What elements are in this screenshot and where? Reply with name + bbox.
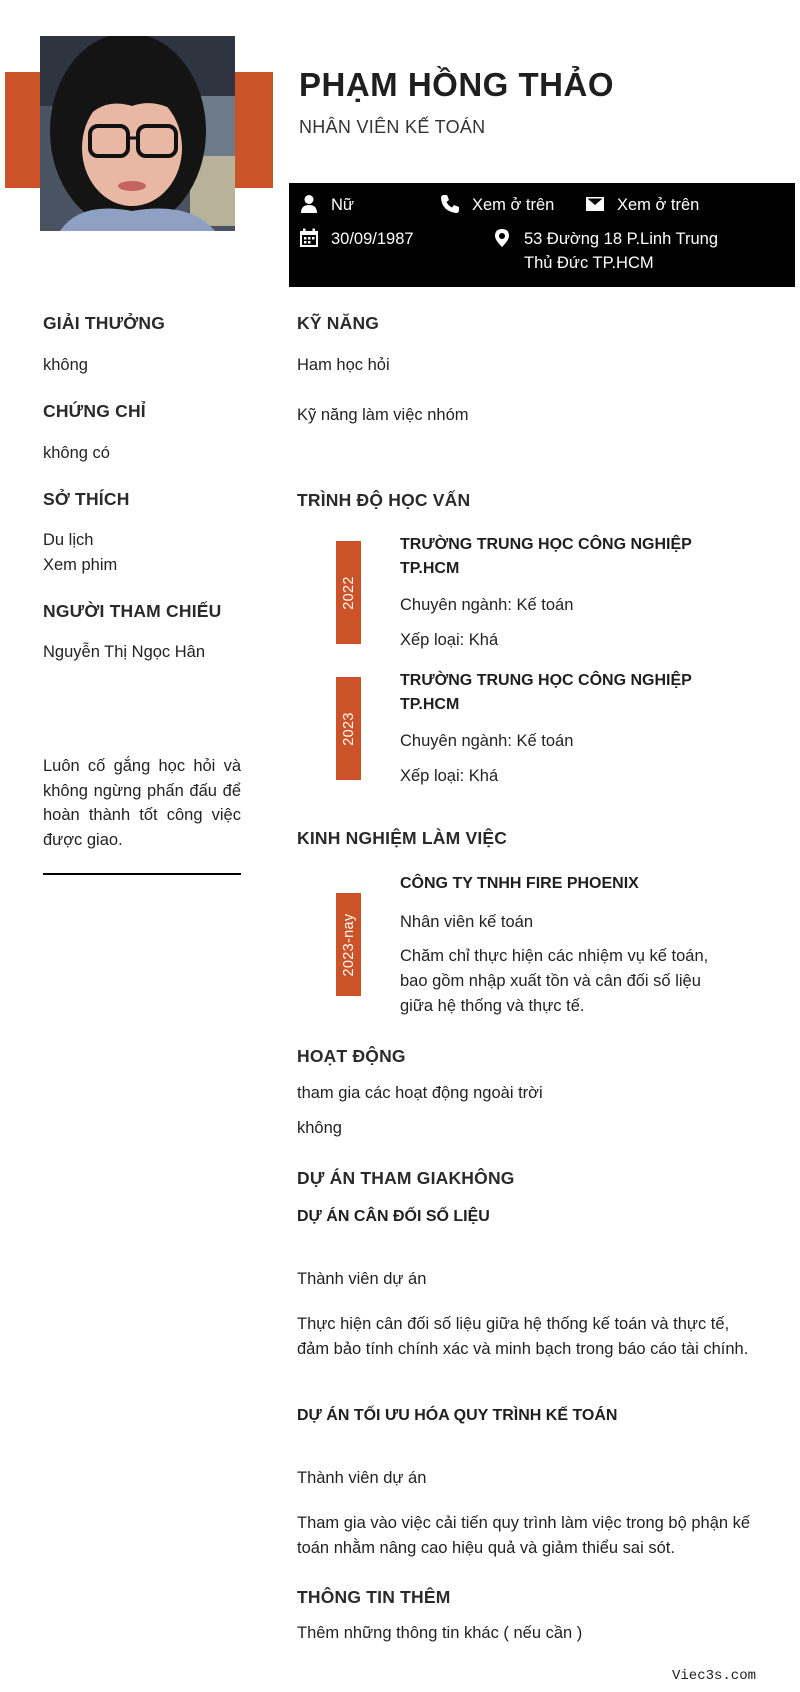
education-major: Chuyên ngành: Kế toán bbox=[400, 732, 574, 750]
projects-title: DỰ ÁN THAM GIAKHÔNG bbox=[297, 1168, 515, 1188]
address-value bbox=[524, 227, 718, 275]
email-value: Xem ở trên bbox=[617, 196, 700, 214]
candidate-name: PHẠM HỒNG THẢO bbox=[299, 66, 614, 103]
references-title: NGƯỜI THAM CHIẾU bbox=[43, 601, 222, 621]
birthday-item bbox=[299, 227, 414, 251]
experience-role: Nhân viên kế toán bbox=[400, 913, 534, 931]
location-pin-icon bbox=[492, 228, 512, 248]
phone-icon bbox=[440, 194, 460, 214]
education-year-badge bbox=[336, 541, 361, 644]
address-item bbox=[492, 227, 718, 275]
skills-title: KỸ NĂNG bbox=[297, 313, 380, 333]
education-major: Chuyên ngành: Kế toán bbox=[400, 596, 574, 614]
gender-value: Nữ bbox=[331, 196, 354, 214]
activity-item: không bbox=[297, 1119, 342, 1137]
contact-info-box bbox=[289, 183, 795, 287]
gender-item bbox=[299, 193, 354, 217]
project-description: Thực hiện cân đối số liệu giữa hệ thống kế toán và thực tế, đảm bảo tính chính xác và minh bạch trong báo cáo tài chính. bbox=[297, 1315, 749, 1358]
watermark: Viec3s.com bbox=[672, 1668, 757, 1684]
experience-description: Chăm chỉ thực hiện các nhiệm vụ kế toán, bao gồm nhập xuất tồn và cân đối số liệu giữa hệ thống và thực tế. bbox=[400, 947, 709, 1015]
education-title: TRÌNH ĐỘ HỌC VẤN bbox=[297, 490, 471, 510]
education-grade: Xếp loại: Khá bbox=[400, 631, 499, 649]
activity-item: tham gia các hoạt động ngoài trời bbox=[297, 1084, 543, 1102]
more-info-title: THÔNG TIN THÊM bbox=[297, 1587, 451, 1607]
education-year-badge bbox=[336, 677, 361, 780]
phone-item bbox=[440, 193, 554, 217]
hobbies-title: SỞ THÍCH bbox=[43, 489, 130, 509]
experience-period-badge bbox=[336, 893, 361, 996]
hobby-item: Xem phim bbox=[43, 556, 118, 574]
skill-item: Ham học hỏi bbox=[297, 356, 390, 374]
education-school: TRƯỜNG TRUNG HỌC CÔNG NGHIỆP TP.HCM bbox=[400, 672, 692, 713]
experience-company: CÔNG TY TNHH FIRE PHOENIX bbox=[400, 875, 639, 892]
skill-item: Kỹ năng làm việc nhóm bbox=[297, 406, 469, 424]
awards-text: không bbox=[43, 356, 88, 374]
hobby-item: Du lịch bbox=[43, 531, 94, 549]
project-name: DỰ ÁN CÂN ĐỐI SỐ LIỆU bbox=[297, 1208, 490, 1225]
project-name: DỰ ÁN TỐI ƯU HÓA QUY TRÌNH KẾ TOÁN bbox=[297, 1407, 618, 1424]
references-text: Nguyễn Thị Ngọc Hân bbox=[43, 643, 206, 661]
profile-photo bbox=[40, 36, 235, 231]
address-line-1: 53 Đường 18 P.Linh Trung bbox=[524, 230, 719, 248]
divider bbox=[43, 873, 241, 875]
more-info-text: Thêm những thông tin khác ( nếu cần ) bbox=[297, 1624, 583, 1642]
person-icon bbox=[299, 194, 319, 214]
address-line-2: Thủ Đức TP.HCM bbox=[524, 254, 654, 272]
experience-title: KINH NGHIỆM LÀM VIỆC bbox=[297, 828, 508, 848]
certificates-title: CHỨNG CHỈ bbox=[43, 401, 146, 421]
certificates-text: không có bbox=[43, 444, 110, 462]
email-item bbox=[585, 193, 699, 217]
education-school: TRƯỜNG TRUNG HỌC CÔNG NGHIỆP TP.HCM bbox=[400, 536, 692, 577]
project-description: Tham gia vào việc cải tiến quy trình làm việc trong bộ phận kế toán nhằm nâng cao hiệu quả và giảm thiểu sai sót. bbox=[297, 1514, 751, 1557]
calendar-icon bbox=[299, 228, 319, 248]
birthday-value: 30/09/1987 bbox=[331, 230, 414, 248]
education-grade: Xếp loại: Khá bbox=[400, 767, 499, 785]
experience-period: 2023-nay bbox=[340, 913, 357, 976]
phone-value: Xem ở trên bbox=[472, 196, 555, 214]
education-year: 2023 bbox=[340, 711, 357, 746]
project-role: Thành viên dự án bbox=[297, 1469, 427, 1487]
project-role: Thành viên dự án bbox=[297, 1270, 427, 1288]
education-year: 2022 bbox=[340, 575, 357, 610]
activities-title: HOẠT ĐỘNG bbox=[297, 1046, 406, 1066]
candidate-position: NHÂN VIÊN KẾ TOÁN bbox=[299, 117, 486, 137]
career-objective: Luôn cố gắng học hỏi và không ngừng phấn đấu để hoàn thành tốt công việc được giao. bbox=[43, 757, 241, 849]
awards-title: GIẢI THƯỞNG bbox=[43, 313, 166, 333]
email-icon bbox=[585, 194, 605, 214]
